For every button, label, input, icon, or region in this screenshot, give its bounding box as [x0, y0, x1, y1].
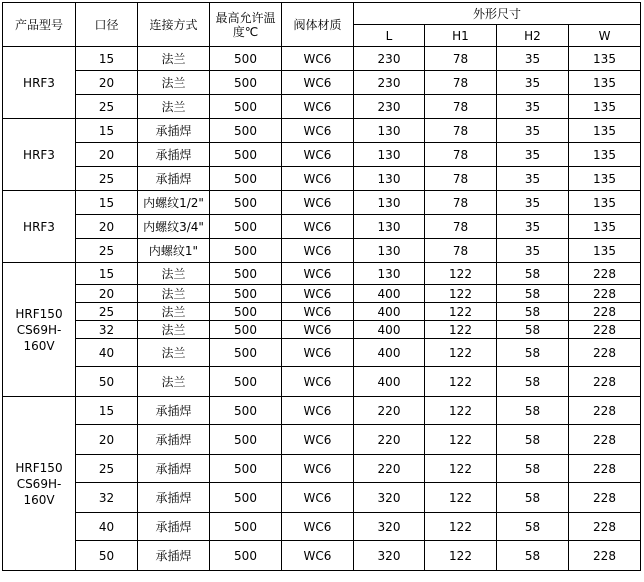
cell-h1: 78: [425, 119, 497, 143]
cell-h2: 35: [497, 215, 569, 239]
cell-temp: 500: [210, 513, 282, 541]
cell-dn: 25: [76, 455, 138, 483]
table-row: [3, 285, 641, 303]
header-L: L: [354, 25, 425, 47]
header-H2: H2: [497, 25, 569, 47]
cell-dn: 20: [76, 143, 138, 167]
cell-conn: 承插焊: [138, 513, 210, 541]
cell-h1: 122: [425, 397, 497, 425]
cell-conn: 法兰: [138, 263, 210, 285]
cell-temp: 500: [210, 119, 282, 143]
cell-h2: 58: [497, 339, 569, 367]
cell-l: 400: [354, 339, 425, 367]
cell-l: 320: [354, 513, 425, 541]
cell-conn: 法兰: [138, 367, 210, 397]
cell-material: WC6: [282, 397, 354, 425]
cell-l: 400: [354, 321, 425, 339]
table-row: [3, 321, 641, 339]
cell-conn: 承插焊: [138, 397, 210, 425]
cell-dn: 32: [76, 321, 138, 339]
table-row: [3, 339, 641, 367]
cell-l: 400: [354, 303, 425, 321]
cell-l: 130: [354, 191, 425, 215]
table-row: [3, 513, 641, 541]
cell-temp: 500: [210, 239, 282, 263]
cell-h2: 58: [497, 455, 569, 483]
cell-dn: 15: [76, 191, 138, 215]
header-connection: 连接方式: [138, 3, 210, 47]
cell-conn: 法兰: [138, 95, 210, 119]
cell-material: WC6: [282, 71, 354, 95]
cell-dn: 15: [76, 397, 138, 425]
cell-l: 220: [354, 455, 425, 483]
cell-conn: 法兰: [138, 47, 210, 71]
cell-temp: 500: [210, 95, 282, 119]
cell-material: WC6: [282, 167, 354, 191]
table-row: [3, 71, 641, 95]
table-row: [3, 167, 641, 191]
cell-dn: 25: [76, 95, 138, 119]
cell-conn: 内螺纹1/2": [138, 191, 210, 215]
cell-w: 228: [569, 397, 641, 425]
cell-conn: 承插焊: [138, 483, 210, 513]
model-cell: HRF150 CS69H-160V: [3, 397, 76, 571]
cell-h1: 122: [425, 367, 497, 397]
cell-material: WC6: [282, 321, 354, 339]
cell-h2: 58: [497, 321, 569, 339]
cell-w: 228: [569, 367, 641, 397]
cell-dn: 40: [76, 513, 138, 541]
cell-dn: 15: [76, 119, 138, 143]
model-cell: HRF3: [3, 119, 76, 191]
cell-material: WC6: [282, 541, 354, 571]
cell-material: WC6: [282, 47, 354, 71]
cell-h2: 58: [497, 425, 569, 455]
cell-h1: 122: [425, 285, 497, 303]
cell-l: 230: [354, 47, 425, 71]
table-row: [3, 239, 641, 263]
cell-h1: 122: [425, 303, 497, 321]
model-cell: HRF3: [3, 191, 76, 263]
cell-material: WC6: [282, 455, 354, 483]
table-row: [3, 191, 641, 215]
cell-l: 320: [354, 541, 425, 571]
table-row: [3, 367, 641, 397]
cell-h2: 35: [497, 167, 569, 191]
cell-h2: 58: [497, 397, 569, 425]
cell-h1: 122: [425, 513, 497, 541]
cell-material: WC6: [282, 263, 354, 285]
cell-w: 135: [569, 143, 641, 167]
cell-h1: 122: [425, 483, 497, 513]
cell-w: 228: [569, 541, 641, 571]
cell-l: 130: [354, 239, 425, 263]
cell-conn: 承插焊: [138, 541, 210, 571]
cell-h2: 35: [497, 71, 569, 95]
cell-w: 228: [569, 513, 641, 541]
cell-temp: 500: [210, 397, 282, 425]
cell-material: WC6: [282, 285, 354, 303]
cell-h2: 58: [497, 367, 569, 397]
model-cell: HRF3: [3, 47, 76, 119]
cell-temp: 500: [210, 541, 282, 571]
table-row: [3, 541, 641, 571]
table-row: [3, 95, 641, 119]
cell-h1: 122: [425, 541, 497, 571]
cell-w: 135: [569, 215, 641, 239]
cell-conn: 承插焊: [138, 143, 210, 167]
header-dn: 口径: [76, 3, 138, 47]
cell-temp: 500: [210, 455, 282, 483]
cell-h2: 58: [497, 303, 569, 321]
cell-material: WC6: [282, 513, 354, 541]
cell-h1: 122: [425, 425, 497, 455]
cell-temp: 500: [210, 71, 282, 95]
cell-dn: 15: [76, 263, 138, 285]
cell-h1: 78: [425, 143, 497, 167]
cell-h1: 122: [425, 263, 497, 285]
cell-w: 228: [569, 483, 641, 513]
cell-dn: 40: [76, 339, 138, 367]
cell-h1: 78: [425, 95, 497, 119]
cell-conn: 内螺纹1": [138, 239, 210, 263]
cell-h2: 58: [497, 541, 569, 571]
table-row: [3, 397, 641, 425]
cell-h2: 58: [497, 483, 569, 513]
cell-h1: 122: [425, 455, 497, 483]
cell-w: 135: [569, 191, 641, 215]
cell-l: 230: [354, 95, 425, 119]
cell-w: 135: [569, 167, 641, 191]
cell-h2: 58: [497, 513, 569, 541]
cell-temp: 500: [210, 339, 282, 367]
cell-material: WC6: [282, 143, 354, 167]
cell-material: WC6: [282, 215, 354, 239]
table-row: [3, 455, 641, 483]
cell-l: 220: [354, 425, 425, 455]
cell-h2: 35: [497, 119, 569, 143]
cell-l: 220: [354, 397, 425, 425]
cell-temp: 500: [210, 215, 282, 239]
cell-temp: 500: [210, 367, 282, 397]
table-row: [3, 143, 641, 167]
cell-conn: 法兰: [138, 339, 210, 367]
cell-w: 228: [569, 285, 641, 303]
cell-dn: 20: [76, 285, 138, 303]
table-row: [3, 215, 641, 239]
cell-material: WC6: [282, 95, 354, 119]
cell-w: 135: [569, 71, 641, 95]
cell-h1: 78: [425, 191, 497, 215]
cell-dn: 25: [76, 239, 138, 263]
cell-temp: 500: [210, 47, 282, 71]
cell-conn: 法兰: [138, 285, 210, 303]
cell-l: 130: [354, 167, 425, 191]
cell-conn: 承插焊: [138, 167, 210, 191]
table-row: [3, 483, 641, 513]
cell-l: 130: [354, 143, 425, 167]
table-row: [3, 119, 641, 143]
cell-dn: 20: [76, 71, 138, 95]
cell-temp: 500: [210, 321, 282, 339]
table-row: [3, 47, 641, 71]
cell-w: 135: [569, 95, 641, 119]
cell-w: 135: [569, 47, 641, 71]
cell-h1: 78: [425, 239, 497, 263]
cell-material: WC6: [282, 483, 354, 513]
cell-w: 135: [569, 239, 641, 263]
cell-material: WC6: [282, 303, 354, 321]
cell-l: 230: [354, 71, 425, 95]
cell-l: 130: [354, 119, 425, 143]
cell-conn: 承插焊: [138, 455, 210, 483]
header-W: W: [569, 25, 641, 47]
cell-h1: 78: [425, 47, 497, 71]
cell-material: WC6: [282, 119, 354, 143]
cell-dn: 15: [76, 47, 138, 71]
cell-conn: 承插焊: [138, 425, 210, 455]
cell-temp: 500: [210, 425, 282, 455]
table-row: [3, 425, 641, 455]
cell-conn: 法兰: [138, 71, 210, 95]
cell-dn: 25: [76, 167, 138, 191]
cell-w: 228: [569, 303, 641, 321]
cell-material: WC6: [282, 191, 354, 215]
cell-l: 400: [354, 285, 425, 303]
cell-h1: 122: [425, 339, 497, 367]
cell-l: 130: [354, 215, 425, 239]
cell-w: 228: [569, 455, 641, 483]
spec-table: [2, 2, 641, 571]
cell-h2: 58: [497, 285, 569, 303]
header-H1: H1: [425, 25, 497, 47]
cell-conn: 法兰: [138, 321, 210, 339]
cell-h1: 78: [425, 71, 497, 95]
cell-temp: 500: [210, 303, 282, 321]
cell-temp: 500: [210, 191, 282, 215]
cell-temp: 500: [210, 143, 282, 167]
cell-w: 228: [569, 425, 641, 455]
header-material: 阀体材质: [282, 3, 354, 47]
cell-l: 320: [354, 483, 425, 513]
cell-h2: 58: [497, 263, 569, 285]
cell-conn: 内螺纹3/4": [138, 215, 210, 239]
cell-temp: 500: [210, 263, 282, 285]
cell-temp: 500: [210, 167, 282, 191]
table-row: [3, 263, 641, 285]
cell-l: 130: [354, 263, 425, 285]
cell-h2: 35: [497, 95, 569, 119]
header-max-temp: 最高允许温度℃: [210, 3, 282, 47]
cell-dn: 25: [76, 303, 138, 321]
cell-h1: 78: [425, 215, 497, 239]
cell-temp: 500: [210, 483, 282, 513]
cell-dn: 20: [76, 215, 138, 239]
header-dimensions: 外形尺寸: [354, 3, 641, 25]
cell-material: WC6: [282, 239, 354, 263]
cell-dn: 50: [76, 541, 138, 571]
cell-material: WC6: [282, 339, 354, 367]
cell-l: 400: [354, 367, 425, 397]
cell-h2: 35: [497, 47, 569, 71]
cell-h2: 35: [497, 239, 569, 263]
cell-w: 228: [569, 263, 641, 285]
cell-material: WC6: [282, 367, 354, 397]
header-model: 产品型号: [3, 3, 76, 47]
cell-w: 228: [569, 321, 641, 339]
cell-w: 135: [569, 119, 641, 143]
table-row: [3, 303, 641, 321]
cell-dn: 20: [76, 425, 138, 455]
cell-h2: 35: [497, 143, 569, 167]
cell-w: 228: [569, 339, 641, 367]
cell-dn: 32: [76, 483, 138, 513]
cell-dn: 50: [76, 367, 138, 397]
cell-h1: 122: [425, 321, 497, 339]
cell-h1: 78: [425, 167, 497, 191]
cell-temp: 500: [210, 285, 282, 303]
model-cell: HRF150 CS69H-160V: [3, 263, 76, 397]
cell-conn: 法兰: [138, 303, 210, 321]
cell-conn: 承插焊: [138, 119, 210, 143]
cell-h2: 35: [497, 191, 569, 215]
cell-material: WC6: [282, 425, 354, 455]
